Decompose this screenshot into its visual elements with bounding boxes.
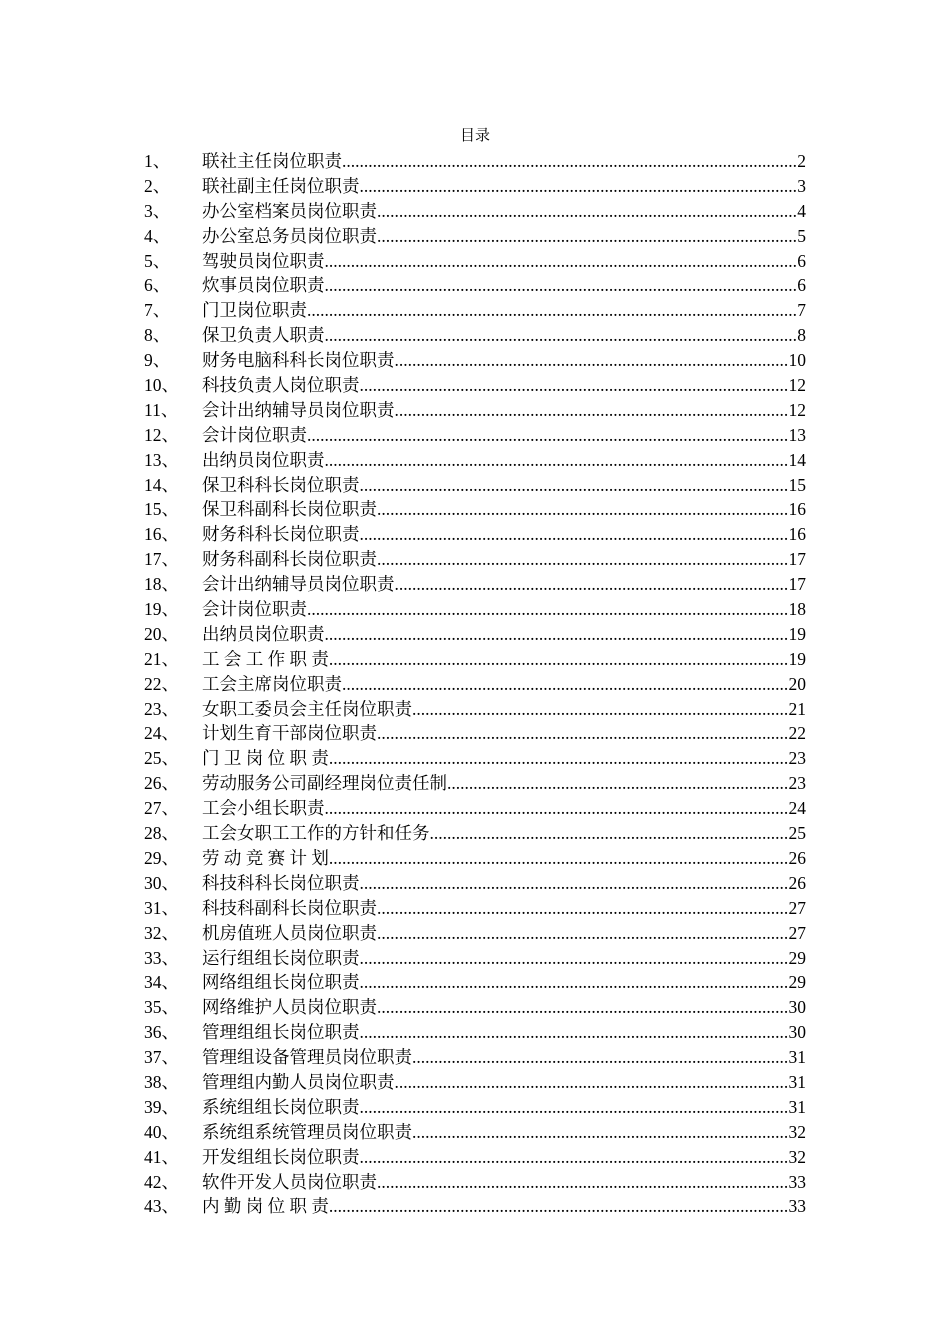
toc-entry-page: 3 (797, 175, 806, 196)
toc-entry-number: 7、 (144, 300, 171, 321)
toc-entry[interactable] (144, 522, 806, 547)
toc-dot-leader (447, 771, 789, 796)
toc-entry-number: 11、 (144, 399, 179, 420)
toc-entry-title: 办公室总务员岗位职责 (202, 225, 377, 246)
toc-entry[interactable] (144, 224, 806, 249)
toc-entry-page: 19 (788, 623, 806, 644)
toc-entry-number: 35、 (144, 997, 179, 1018)
toc-entry-title: 财务科副科长岗位职责 (202, 549, 377, 570)
toc-dot-leader (377, 1170, 789, 1195)
toc-entry[interactable] (144, 497, 806, 522)
toc-entry-page: 29 (788, 972, 806, 993)
toc-entry-number: 19、 (144, 599, 179, 620)
toc-entry-page: 14 (788, 449, 806, 470)
toc-entry-number: 16、 (144, 524, 179, 545)
toc-entry[interactable] (144, 572, 806, 597)
toc-entry-page: 10 (788, 350, 806, 371)
toc-entry-page: 8 (797, 325, 806, 346)
toc-entry-page: 15 (788, 474, 806, 495)
toc-entry-number: 3、 (144, 200, 171, 221)
toc-entry[interactable] (144, 796, 806, 821)
toc-entry-title: 工 会 工 作 职 责 (202, 648, 329, 669)
toc-dot-leader (360, 946, 789, 971)
toc-entry[interactable] (144, 348, 806, 373)
toc-entry-page: 6 (797, 275, 806, 296)
toc-entry-number: 9、 (144, 350, 171, 371)
toc-dot-leader (325, 273, 798, 298)
toc-entry-page: 16 (788, 499, 806, 520)
toc-dot-leader (329, 1194, 789, 1219)
toc-entry-title: 科技负责人岗位职责 (202, 375, 360, 396)
toc-entry[interactable] (144, 448, 806, 473)
toc-entry[interactable] (144, 970, 806, 995)
toc-entry-page: 5 (797, 225, 806, 246)
toc-entry-title: 劳 动 竞 赛 计 划 (202, 847, 329, 868)
toc-entry[interactable] (144, 174, 806, 199)
toc-dot-leader (377, 921, 789, 946)
toc-dot-leader (377, 721, 789, 746)
toc-entry-page: 27 (788, 922, 806, 943)
toc-dot-leader (325, 448, 789, 473)
toc-entry-title: 会计岗位职责 (202, 599, 307, 620)
toc-entry-page: 23 (788, 748, 806, 769)
toc-entry-number: 29、 (144, 847, 179, 868)
toc-entry-title: 办公室档案员岗位职责 (202, 200, 377, 221)
toc-dot-leader (395, 572, 789, 597)
toc-entry-number: 33、 (144, 947, 179, 968)
toc-entry-page: 7 (797, 300, 806, 321)
toc-dot-leader (395, 1070, 789, 1095)
toc-entry-page: 31 (788, 1071, 806, 1092)
toc-entry[interactable] (144, 1020, 806, 1045)
toc-entry-page: 27 (788, 897, 806, 918)
toc-entry-page: 18 (788, 599, 806, 620)
toc-entry-title: 科技科科长岗位职责 (202, 872, 360, 893)
toc-dot-leader (329, 647, 789, 672)
toc-dot-leader (342, 672, 789, 697)
toc-entry-number: 38、 (144, 1071, 179, 1092)
toc-dot-leader (360, 373, 789, 398)
toc-entry-number: 25、 (144, 748, 179, 769)
toc-entry-number: 30、 (144, 872, 179, 893)
toc-dot-leader (430, 821, 789, 846)
toc-entry-number: 28、 (144, 823, 179, 844)
toc-entry-number: 2、 (144, 175, 171, 196)
toc-entry[interactable] (144, 273, 806, 298)
toc-entry-title: 出纳员岗位职责 (202, 449, 325, 470)
toc-entry-title: 网络维护人员岗位职责 (202, 997, 377, 1018)
toc-entry-number: 23、 (144, 698, 179, 719)
toc-dot-leader (360, 1145, 789, 1170)
toc-entry-title: 联社主任岗位职责 (202, 151, 342, 171)
toc-entry-number: 21、 (144, 648, 179, 669)
toc-entry-page: 12 (788, 399, 806, 420)
toc-entry-page: 24 (788, 798, 806, 819)
toc-entry-number: 39、 (144, 1096, 179, 1117)
toc-entry-title: 系统组组长岗位职责 (202, 1096, 360, 1117)
toc-entry-title: 工会小组长职责 (202, 798, 325, 819)
toc-entry-number: 41、 (144, 1146, 179, 1167)
toc-entry-title: 炊事员岗位职责 (202, 275, 325, 296)
toc-dot-leader (325, 796, 789, 821)
toc-entry[interactable] (144, 622, 806, 647)
toc-dot-leader (307, 423, 789, 448)
toc-dot-leader (360, 473, 789, 498)
toc-entry[interactable] (144, 323, 806, 348)
toc-dot-leader (377, 995, 789, 1020)
toc-entry-title: 会计出纳辅导员岗位职责 (202, 574, 395, 595)
toc-entry-number: 12、 (144, 424, 179, 445)
toc-entry-title: 管理组组长岗位职责 (202, 1022, 360, 1043)
toc-entry-number: 34、 (144, 972, 179, 993)
toc-dot-leader (360, 1020, 789, 1045)
toc-entry-page: 20 (788, 673, 806, 694)
toc-entry[interactable] (144, 821, 806, 846)
toc-entry-number: 40、 (144, 1121, 179, 1142)
toc-entry-title: 系统组系统管理员岗位职责 (202, 1121, 412, 1142)
toc-entry-title: 保卫科科长岗位职责 (202, 474, 360, 495)
toc-entry[interactable] (144, 249, 806, 274)
toc-entry-title: 工会女职工工作的方针和任务 (202, 823, 430, 844)
toc-entry[interactable] (144, 1170, 806, 1195)
toc-entry-title: 管理组设备管理员岗位职责 (202, 1047, 412, 1068)
toc-entry[interactable] (144, 398, 806, 423)
toc-entry-page: 31 (788, 1047, 806, 1068)
toc-dot-leader (325, 622, 789, 647)
toc-entry-page: 12 (788, 375, 806, 396)
toc-entry[interactable] (144, 846, 806, 871)
toc-dot-leader (412, 1120, 789, 1145)
toc-entry[interactable] (144, 746, 806, 771)
toc-entry-page: 17 (788, 574, 806, 595)
toc-entry-title: 保卫科副科长岗位职责 (202, 499, 377, 520)
toc-entry[interactable] (144, 871, 806, 896)
toc-entry[interactable] (144, 672, 806, 697)
toc-entry-page: 23 (788, 773, 806, 794)
toc-entry-title: 门 卫 岗 位 职 责 (202, 748, 329, 769)
toc-entry-number: 6、 (144, 275, 171, 296)
toc-entry-title: 财务电脑科科长岗位职责 (202, 350, 395, 371)
toc-entry[interactable] (144, 771, 806, 796)
toc-dot-leader (360, 1095, 789, 1120)
toc-entry-title: 会计岗位职责 (202, 424, 307, 445)
toc-entry-title: 软件开发人员岗位职责 (202, 1171, 377, 1192)
toc-entry-page: 6 (797, 250, 806, 271)
toc-entry-page: 29 (788, 947, 806, 968)
toc-entry[interactable] (144, 473, 806, 498)
toc-entry-title: 机房值班人员岗位职责 (202, 922, 377, 943)
toc-entry-number: 32、 (144, 922, 179, 943)
toc-entry[interactable] (144, 921, 806, 946)
toc-entry-number: 27、 (144, 798, 179, 819)
toc-entry-title: 内 勤 岗 位 职 责 (202, 1196, 329, 1217)
toc-entry[interactable] (144, 1120, 806, 1145)
toc-entry-title: 出纳员岗位职责 (202, 623, 325, 644)
toc-entry-page: 4 (797, 200, 806, 221)
toc-entry[interactable] (144, 298, 806, 323)
toc-dot-leader (307, 597, 789, 622)
toc-entry-number: 10、 (144, 375, 179, 396)
toc-entry[interactable] (144, 199, 806, 224)
toc-entry-number: 22、 (144, 673, 179, 694)
toc-entry-number: 36、 (144, 1022, 179, 1043)
toc-entry-title: 财务科科长岗位职责 (202, 524, 360, 545)
toc-dot-leader (412, 1045, 789, 1070)
toc-entry-page: 30 (788, 1022, 806, 1043)
toc-entry-number: 24、 (144, 723, 179, 744)
toc-entry-page: 31 (788, 1096, 806, 1117)
toc-entry-title: 科技科副科长岗位职责 (202, 897, 377, 918)
toc-dot-leader (360, 174, 798, 199)
toc-entry[interactable] (144, 1095, 806, 1120)
toc-entry[interactable] (144, 697, 806, 722)
toc-entry-number: 17、 (144, 549, 179, 570)
toc-entry-title: 驾驶员岗位职责 (202, 250, 325, 271)
toc-entry-title: 网络组组长岗位职责 (202, 972, 360, 993)
toc-dot-leader (325, 323, 798, 348)
toc-dot-leader (377, 199, 797, 224)
toc-entry[interactable] (144, 1045, 806, 1070)
toc-entry-page: 22 (788, 723, 806, 744)
toc-entry[interactable] (144, 373, 806, 398)
toc-dot-leader (377, 224, 797, 249)
toc-entry-number: 5、 (144, 250, 171, 271)
toc-entry-title: 计划生育干部岗位职责 (202, 723, 377, 744)
toc-entry-title: 劳动服务公司副经理岗位责任制 (202, 773, 447, 794)
toc-entry-number: 18、 (144, 574, 179, 595)
toc-entry[interactable] (144, 995, 806, 1020)
toc-entry-page: 19 (788, 648, 806, 669)
toc-entry-number: 4、 (144, 225, 171, 246)
toc-entry-page: 26 (788, 847, 806, 868)
toc-entry-title: 开发组组长岗位职责 (202, 1146, 360, 1167)
toc-dot-leader (377, 547, 789, 572)
toc-entry-page: 33 (788, 1196, 806, 1217)
toc-dot-leader (329, 746, 789, 771)
toc-entry-number: 13、 (144, 449, 179, 470)
toc-dot-leader (395, 398, 789, 423)
toc-dot-leader (395, 348, 789, 373)
toc-entry-page: 17 (788, 549, 806, 570)
toc-entry-page: 21 (788, 698, 806, 719)
toc-entry-number: 31、 (144, 897, 179, 918)
toc-entry-number: 1、 (144, 151, 171, 171)
toc-entry-page: 32 (788, 1121, 806, 1142)
toc-entry-title: 保卫负责人职责 (202, 325, 325, 346)
toc-entry-page: 30 (788, 997, 806, 1018)
toc-entry-title: 管理组内勤人员岗位职责 (202, 1071, 395, 1092)
toc-entry-number: 8、 (144, 325, 171, 346)
toc-entry-page: 26 (788, 872, 806, 893)
toc-entry[interactable] (144, 149, 806, 174)
toc-dot-leader (377, 896, 789, 921)
toc-entry[interactable] (144, 647, 806, 672)
toc-dot-leader (360, 522, 789, 547)
toc-entry[interactable] (144, 946, 806, 971)
toc-entry-title: 运行组组长岗位职责 (202, 947, 360, 968)
toc-dot-leader (377, 497, 789, 522)
toc-dot-leader (360, 970, 789, 995)
toc-dot-leader (342, 149, 797, 174)
toc-entry-page: 25 (788, 823, 806, 844)
toc-entry[interactable] (144, 721, 806, 746)
toc-entry-page: 33 (788, 1171, 806, 1192)
toc-entry[interactable] (144, 1070, 806, 1095)
toc-entry-number: 37、 (144, 1047, 179, 1068)
toc-entry[interactable] (144, 1145, 806, 1170)
toc-dot-leader (307, 298, 797, 323)
toc-entry-number: 43、 (144, 1196, 179, 1217)
toc-entry-title: 联社副主任岗位职责 (202, 175, 360, 196)
toc-entry-title: 女职工委员会主任岗位职责 (202, 698, 412, 719)
toc-entry[interactable] (144, 597, 806, 622)
toc-entry[interactable] (144, 423, 806, 448)
toc-entry-title: 门卫岗位职责 (202, 300, 307, 321)
toc-dot-leader (329, 846, 789, 871)
toc-dot-leader (412, 697, 789, 722)
toc-entry-number: 26、 (144, 773, 179, 794)
toc-entry-number: 20、 (144, 623, 179, 644)
toc-entry-page: 13 (788, 424, 806, 445)
toc-entry-title: 会计出纳辅导员岗位职责 (202, 399, 395, 420)
toc-entry-page: 32 (788, 1146, 806, 1167)
toc-entry-title: 工会主席岗位职责 (202, 673, 342, 694)
page-title: 目录 (459, 128, 490, 144)
toc-entry-number: 15、 (144, 499, 179, 520)
toc-entry[interactable] (144, 1194, 806, 1219)
toc-entry-number: 42、 (144, 1171, 179, 1192)
toc-entry[interactable] (144, 896, 806, 921)
toc-entry-page: 2 (797, 151, 806, 171)
table-of-contents (144, 149, 806, 1219)
toc-dot-leader (325, 249, 798, 274)
toc-entry-number: 14、 (144, 474, 179, 495)
toc-entry-page: 16 (788, 524, 806, 545)
toc-dot-leader (360, 871, 789, 896)
toc-entry[interactable] (144, 547, 806, 572)
